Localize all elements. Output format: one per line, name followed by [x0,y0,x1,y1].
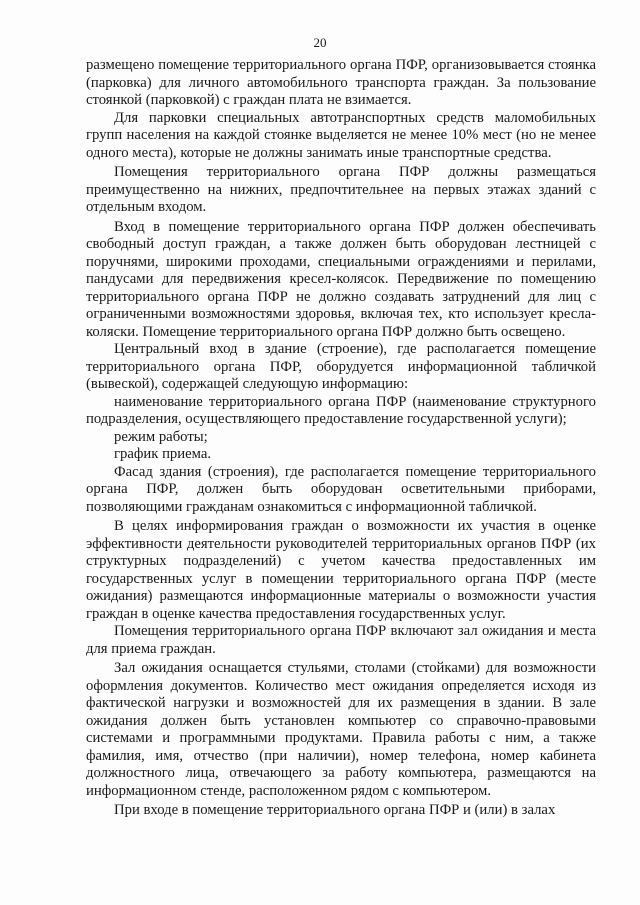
paragraph-waiting-hall: Помещения территориального органа ПФР включают зал ожидания и места для приема граждан. [86,623,596,657]
list-item-name: наименование территориального органа ПФР (наименование структурного подразделения, осуществляющего предоставление государственной услуги); [86,393,596,427]
list-item-reception-schedule: график приема. [114,446,212,462]
paragraph-parking-continued: размещено помещение территориального органа ПФР, организовывается стоянка (парковка) для личного автомобильного транспорта граждан. За пользование стоянкой (парковкой) с граждан плата не взимается. [86,57,596,108]
paragraph-disabled-parking: Для парковки специальных автотранспортных средств маломобильных групп населения на каждой стоянке выделяется не менее 10% мест (но не менее одного места), которые не должны занимать иные транспортные средства. [86,109,596,161]
list-item-working-hours: режим работы; [114,428,208,445]
paragraph-entrance-access: Вход в помещение территориального органа ПФР должен обеспечивать свободный доступ граждан, а также должен быть оборудован лестницей с поручнями, широкими проходами, специальными ограждениями и перилами, пандусами для передвижения кресел-колясок. Передвижение по помещению территориального органа ПФР не должно создавать затруднений для лиц с ограниченными возможностями здоровья, включая тех, кто использует кресла-коляски. Помещение территориального органа ПФР должно быть освещено. [86,218,596,340]
paragraph-waiting-hall-equipment: Зал ожидания оснащается стульями, столами (стойками) для возможности оформления документов. Количество мест ожидания определяется исходя из фактической нагрузки и возможностей для их размещения в здании. В зале ожидания должен быть установлен компьютер со справочно-правовыми системами и программными продуктами. Правила работы с ним, а также фамилия, имя, отчество (при наличии), номер телефона, номер кабинета должностного лица, отвечающего за работу компьютера, размещаются на информационном стенде, расположенном рядом с компьютером. [86,660,596,799]
paragraph-quality-assessment: В целях информирования граждан о возможности их участия в оценке эффективности деятельности руководителей территориальных органов ПФР (их структурных подразделений) с учетом качества предоставленных им государственных услуг в помещении территориального органа ПФР (месте ожидания) размещаются информационные материалы о возможности участия граждан в оценке качества предоставления государственных услуг. [86,518,596,622]
page-number: 20 [313,35,327,50]
paragraph-premises-floors: Помещения территориального органа ПФР должны размещаться преимущественно на нижних, предпочтительнее на первых этажах зданий с отдельным входом. [86,164,596,215]
document-body [86,57,596,820]
paragraph-facade-lighting: Фасад здания (строения), где располагается помещение территориального органа ПФР, должен быть оборудован осветительными приборами, позволяющими гражданам ознакомиться с информационной табличкой. [86,463,596,515]
paragraph-entrance-halls: При входе в помещение территориального органа ПФР и (или) в залах [114,802,556,818]
paragraph-central-entrance: Центральный вход в здание (строение), где располагается помещение территориального органа ПФР, оборудуется информационной табличкой (вывеской), содержащей следующую информацию: [86,341,596,392]
